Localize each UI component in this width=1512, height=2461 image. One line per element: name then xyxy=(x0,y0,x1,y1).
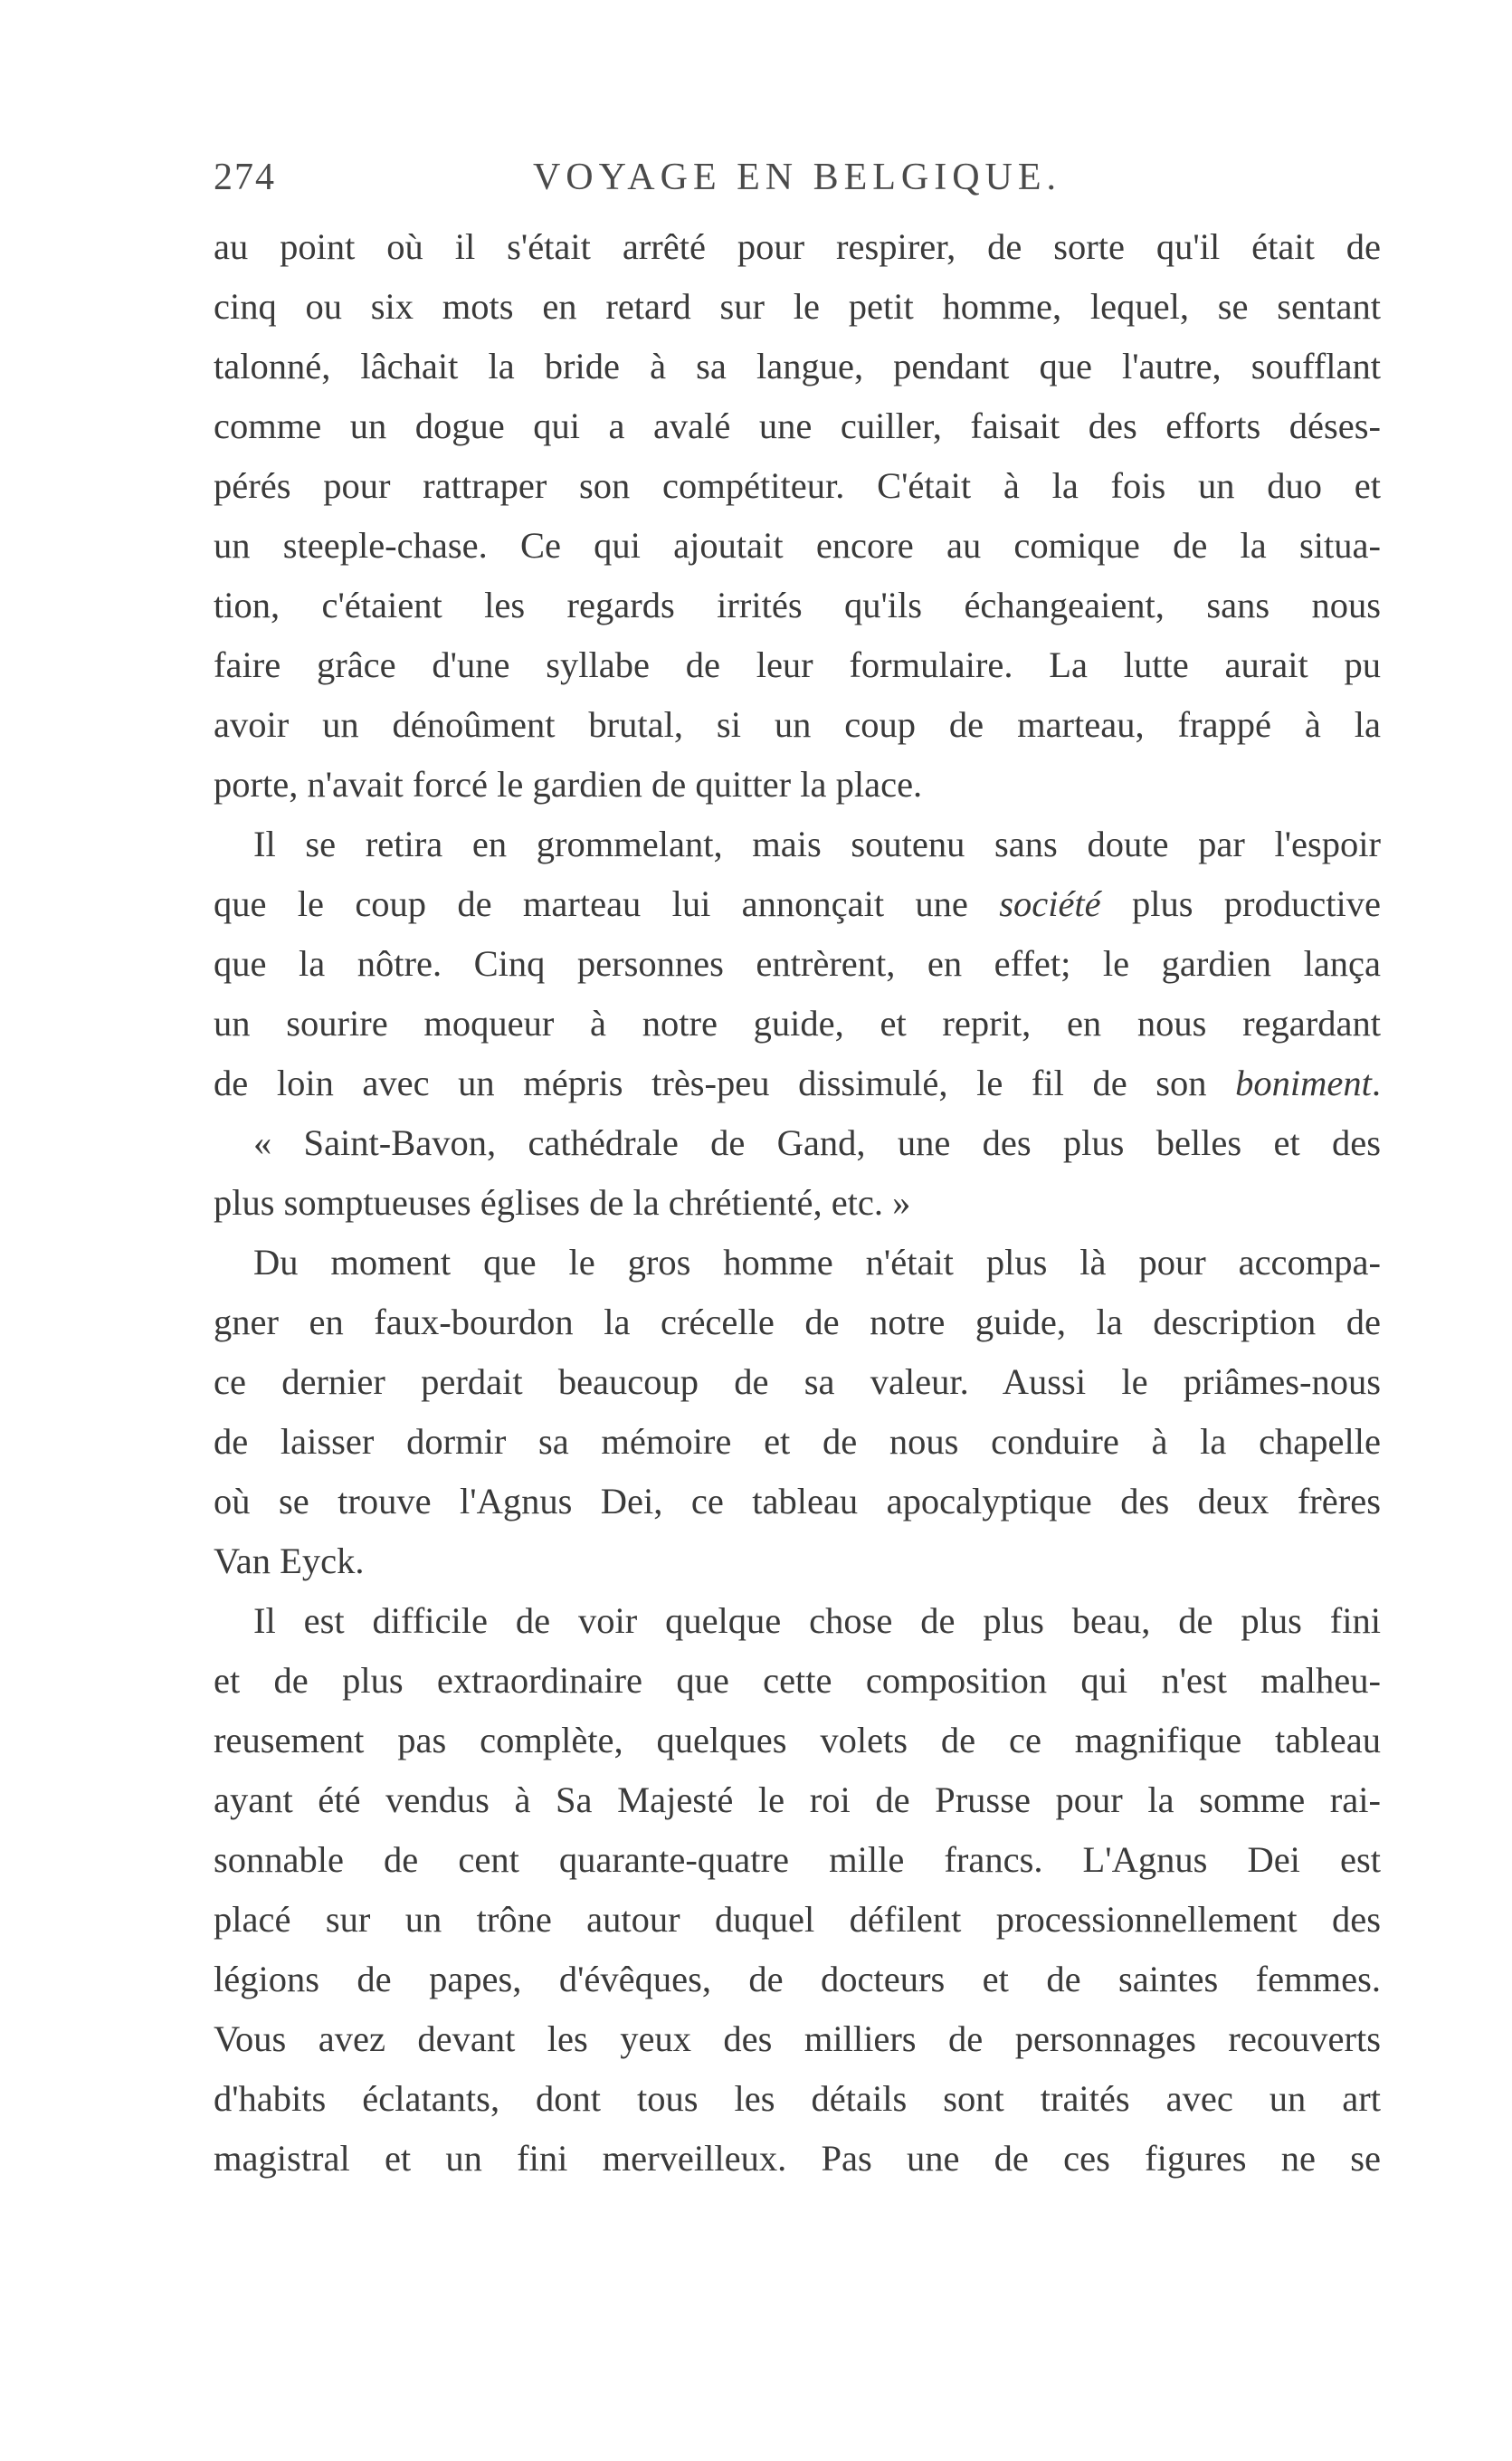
italic-word: société xyxy=(999,883,1101,924)
text-line: comme un dogue qui a avalé une cuiller, faisait des efforts déses- xyxy=(214,405,1381,446)
text-line: gner en faux-bourdon la crécelle de notre guide, la description de xyxy=(214,1302,1381,1342)
text-segment: de loin avec un mépris très-peu dissimulé, le fil de son xyxy=(214,1063,1236,1103)
text-line: reusement pas complète, quelques volets de ce magnifique tableau xyxy=(214,1720,1381,1760)
page-header xyxy=(214,156,1381,210)
text-line: ce dernier perdait beaucoup de sa valeur. Aussi le priâmes-nous xyxy=(214,1361,1381,1402)
text-line-with-italic xyxy=(214,1054,1381,1113)
text-line: légions de papes, d'évêques, de docteurs et de saintes femmes. xyxy=(214,1959,1381,1999)
text-line: talonné, lâchait la bride à sa langue, pendant que l'autre, soufflant xyxy=(214,346,1381,386)
text-line: placé sur un trône autour duquel défilent processionnellement des xyxy=(214,1899,1381,1940)
text-line: magistral et un fini merveilleux. Pas une de ces figures ne se xyxy=(214,2138,1381,2179)
text-line: pérés pour rattraper son compétiteur. C'était à la fois un duo et xyxy=(214,465,1381,506)
running-title: VOYAGE EN BELGIQUE. xyxy=(532,157,1062,198)
text-line: d'habits éclatants, dont tous les détails sont traités avec un art xyxy=(214,2078,1381,2119)
text-line: où se trouve l'Agnus Dei, ce tableau apocalyptique des deux frères xyxy=(214,1481,1381,1521)
text-line: Il se retira en grommelant, mais soutenu sans doute par l'espoir xyxy=(253,824,1381,864)
text-line: et de plus extraordinaire que cette composition qui n'est malheu- xyxy=(214,1660,1381,1701)
text-segment: . xyxy=(1371,1063,1381,1103)
text-line: cinq ou six mots en retard sur le petit homme, lequel, se sentant xyxy=(214,286,1381,327)
body-text xyxy=(214,217,1381,2189)
text-segment: que le coup de marteau lui annonçait une xyxy=(214,883,1000,924)
text-line: un steeple-chase. Ce qui ajoutait encore au comique de la situa- xyxy=(214,525,1381,566)
text-line: tion, c'étaient les regards irrités qu'ils échangeaient, sans nous xyxy=(214,585,1381,625)
text-line: sonnable de cent quarante-quatre mille francs. L'Agnus Dei est xyxy=(214,1839,1381,1880)
text-line: Van Eyck. xyxy=(214,1541,365,1581)
page-number: 274 xyxy=(214,157,276,198)
text-line: un sourire moqueur à notre guide, et reprit, en nous regardant xyxy=(214,1003,1381,1044)
text-line: « Saint-Bavon, cathédrale de Gand, une des plus belles et des xyxy=(253,1122,1381,1163)
text-line: avoir un dénoûment brutal, si un coup de marteau, frappé à la xyxy=(214,704,1381,745)
text-line: porte, n'avait forcé le gardien de quitter la place. xyxy=(214,764,923,805)
text-line: de laisser dormir sa mémoire et de nous conduire à la chapelle xyxy=(214,1421,1381,1462)
text-line: Du moment que le gros homme n'était plus là pour accompa- xyxy=(253,1242,1381,1283)
text-line: Vous avez devant les yeux des milliers de personnages recouverts xyxy=(214,2018,1381,2059)
text-line: faire grâce d'une syllabe de leur formulaire. La lutte aurait pu xyxy=(214,644,1381,685)
text-segment: plus productive xyxy=(1100,883,1381,924)
italic-word: boniment xyxy=(1235,1063,1372,1103)
text-line: que la nôtre. Cinq personnes entrèrent, en effet; le gardien lança xyxy=(214,943,1381,984)
text-line: plus somptueuses églises de la chrétienté, etc. » xyxy=(214,1182,911,1223)
text-line: Il est difficile de voir quelque chose de plus beau, de plus fini xyxy=(253,1600,1381,1641)
text-line: ayant été vendus à Sa Majesté le roi de Prusse pour la somme rai- xyxy=(214,1779,1381,1820)
text-line-with-italic xyxy=(214,874,1381,934)
text-line: au point où il s'était arrêté pour respirer, de sorte qu'il était de xyxy=(214,226,1381,267)
